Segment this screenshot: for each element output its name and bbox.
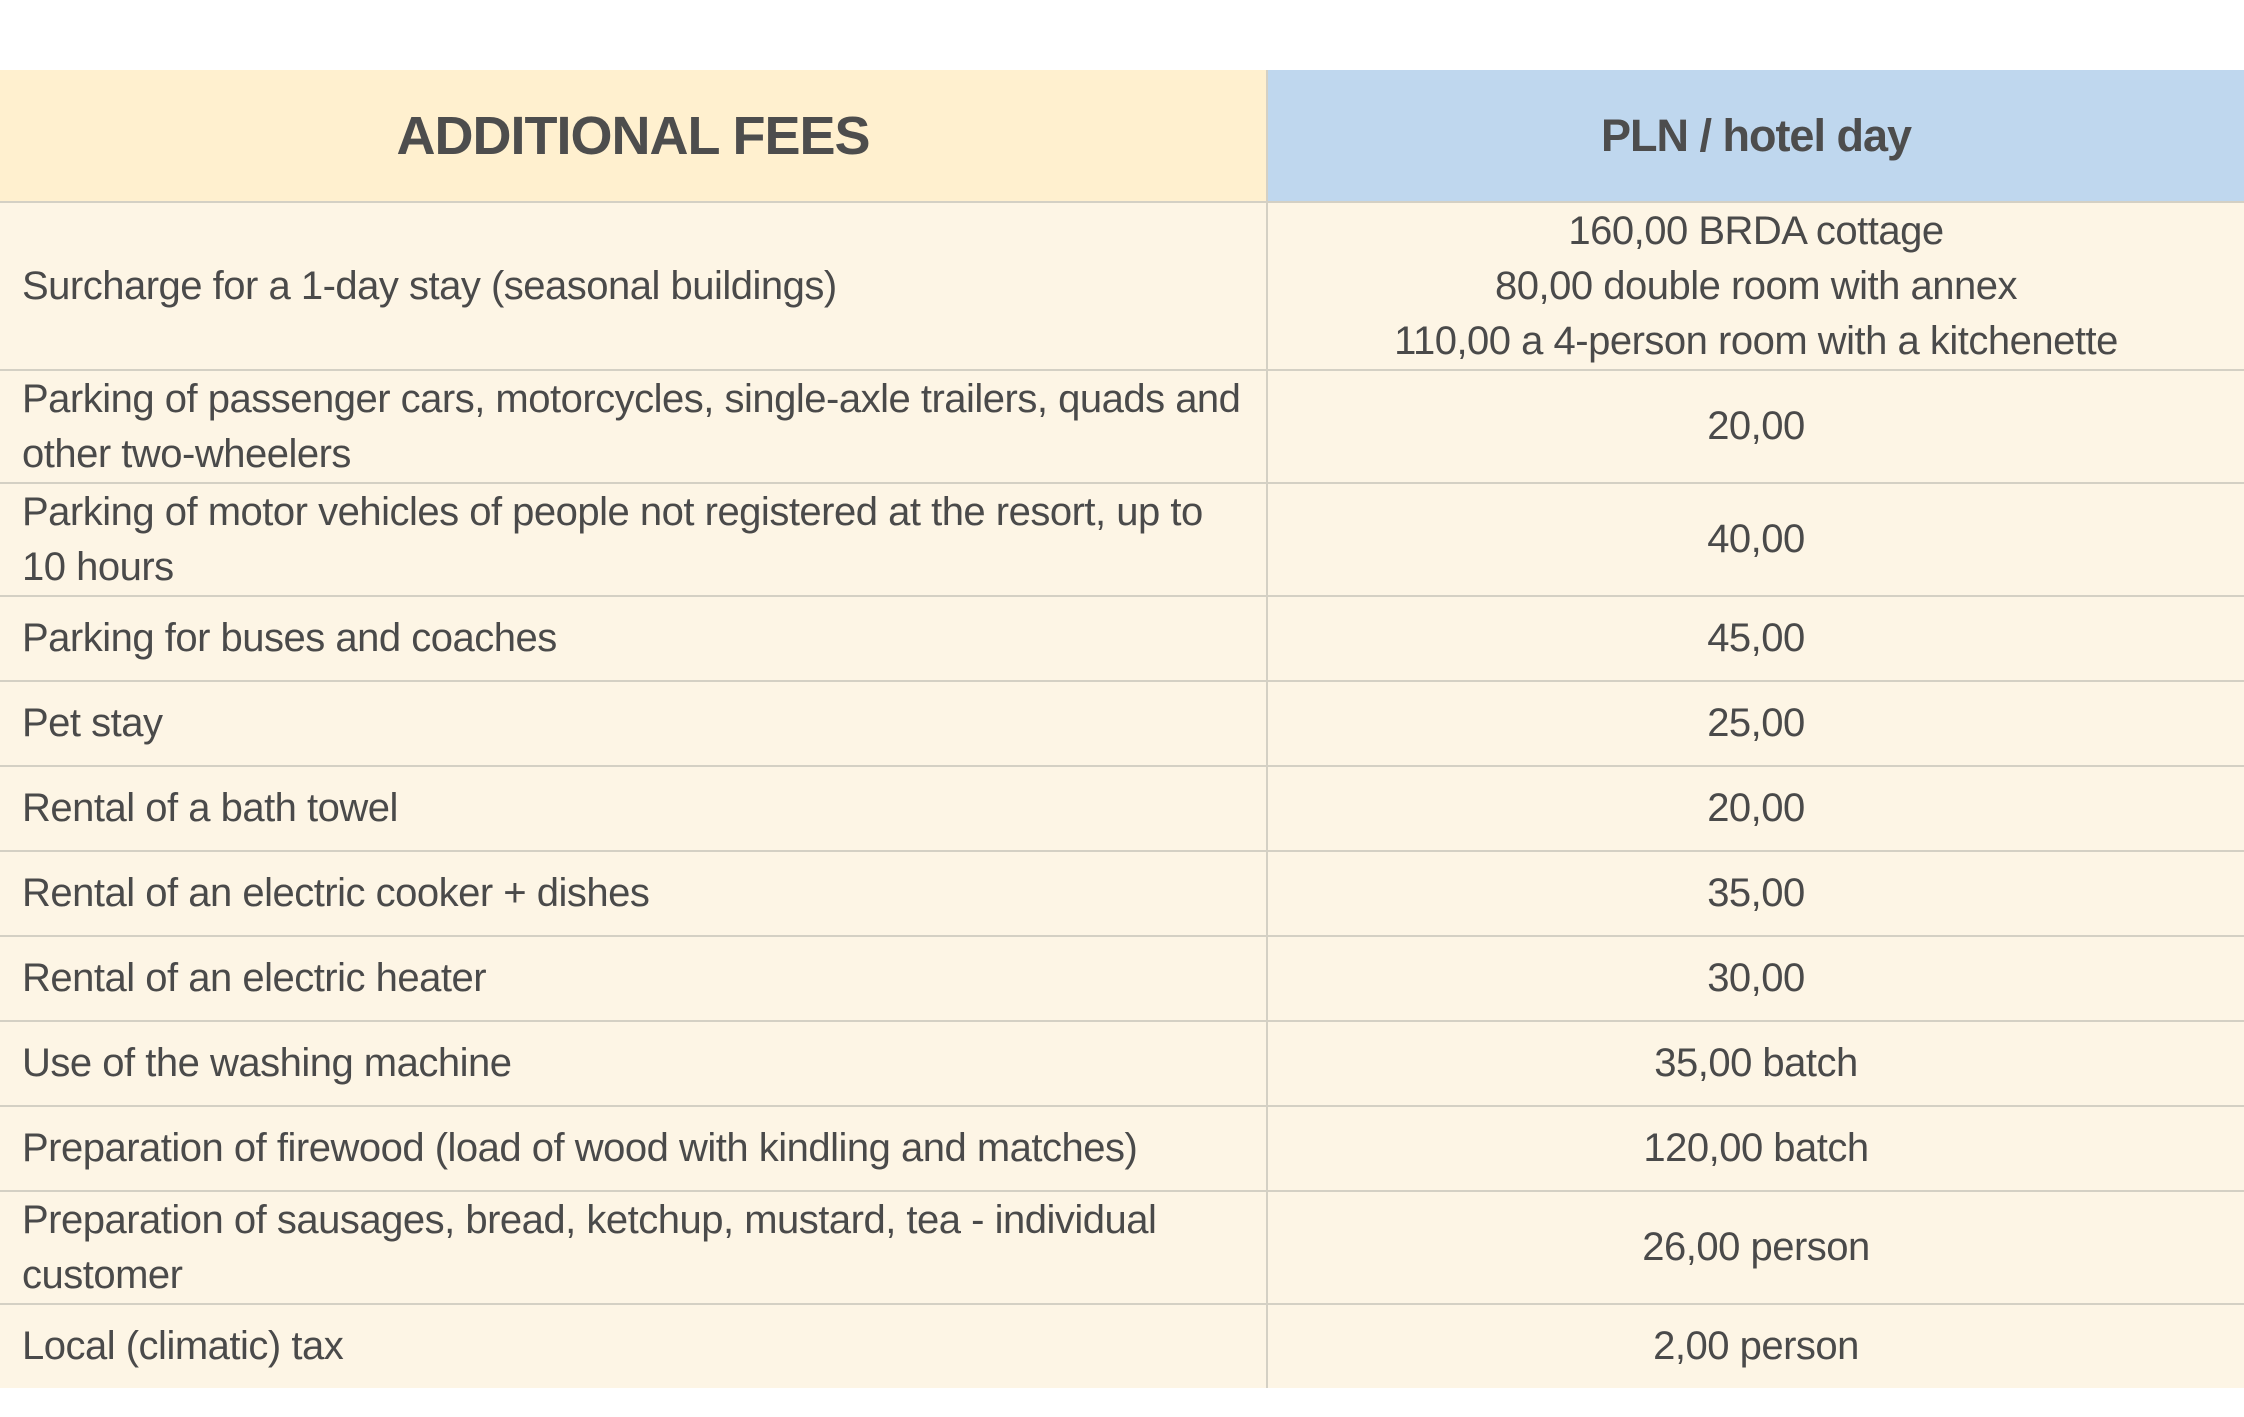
fee-price: 40,00 xyxy=(1267,483,2244,596)
price-line: 110,00 a 4-person room with a kitchenette xyxy=(1394,318,2118,363)
table-row xyxy=(0,370,2244,483)
table-row xyxy=(0,596,2244,681)
table-header-row xyxy=(0,70,2244,202)
table-row xyxy=(0,681,2244,766)
fee-price: 25,00 xyxy=(1267,681,2244,766)
fee-price: 35,00 xyxy=(1267,851,2244,936)
fee-description: Use of the washing machine xyxy=(0,1021,1267,1106)
fee-description: Pet stay xyxy=(0,681,1267,766)
fee-price: 45,00 xyxy=(1267,596,2244,681)
table-row xyxy=(0,851,2244,936)
fee-description: Local (climatic) tax xyxy=(0,1304,1267,1388)
fee-description: Rental of an electric cooker + dishes xyxy=(0,851,1267,936)
table-row xyxy=(0,1191,2244,1304)
table-row xyxy=(0,483,2244,596)
table-row xyxy=(0,766,2244,851)
table-row xyxy=(0,1106,2244,1191)
additional-fees-table xyxy=(0,70,2244,1388)
fee-description: Preparation of sausages, bread, ketchup, mustard, tea - individual customer xyxy=(0,1191,1267,1304)
fee-description: Rental of an electric heater xyxy=(0,936,1267,1021)
fee-description: Parking of motor vehicles of people not registered at the resort, up to 10 hours xyxy=(0,483,1267,596)
fee-price: 26,00 person xyxy=(1267,1191,2244,1304)
fee-description: Surcharge for a 1-day stay (seasonal buildings) xyxy=(0,202,1267,370)
price-unit-column-header: PLN / hotel day xyxy=(1267,70,2244,202)
table-row xyxy=(0,202,2244,370)
fee-price: 35,00 batch xyxy=(1267,1021,2244,1106)
table-row xyxy=(0,936,2244,1021)
fee-price: 30,00 xyxy=(1267,936,2244,1021)
fee-description: Preparation of firewood (load of wood with kindling and matches) xyxy=(0,1106,1267,1191)
fee-price xyxy=(1267,202,2244,370)
fee-description: Rental of a bath towel xyxy=(0,766,1267,851)
fee-price: 20,00 xyxy=(1267,766,2244,851)
fee-description: Parking for buses and coaches xyxy=(0,596,1267,681)
fee-description: Parking of passenger cars, motorcycles, single-axle trailers, quads and other two-wheelers xyxy=(0,370,1267,483)
table-row xyxy=(0,1021,2244,1106)
price-line: 80,00 double room with annex xyxy=(1495,263,2017,308)
fee-price: 2,00 person xyxy=(1267,1304,2244,1388)
price-line: 160,00 BRDA cottage xyxy=(1568,208,1944,253)
table-row xyxy=(0,1304,2244,1388)
fee-price: 120,00 batch xyxy=(1267,1106,2244,1191)
fees-column-header: ADDITIONAL FEES xyxy=(0,70,1267,202)
fee-price: 20,00 xyxy=(1267,370,2244,483)
